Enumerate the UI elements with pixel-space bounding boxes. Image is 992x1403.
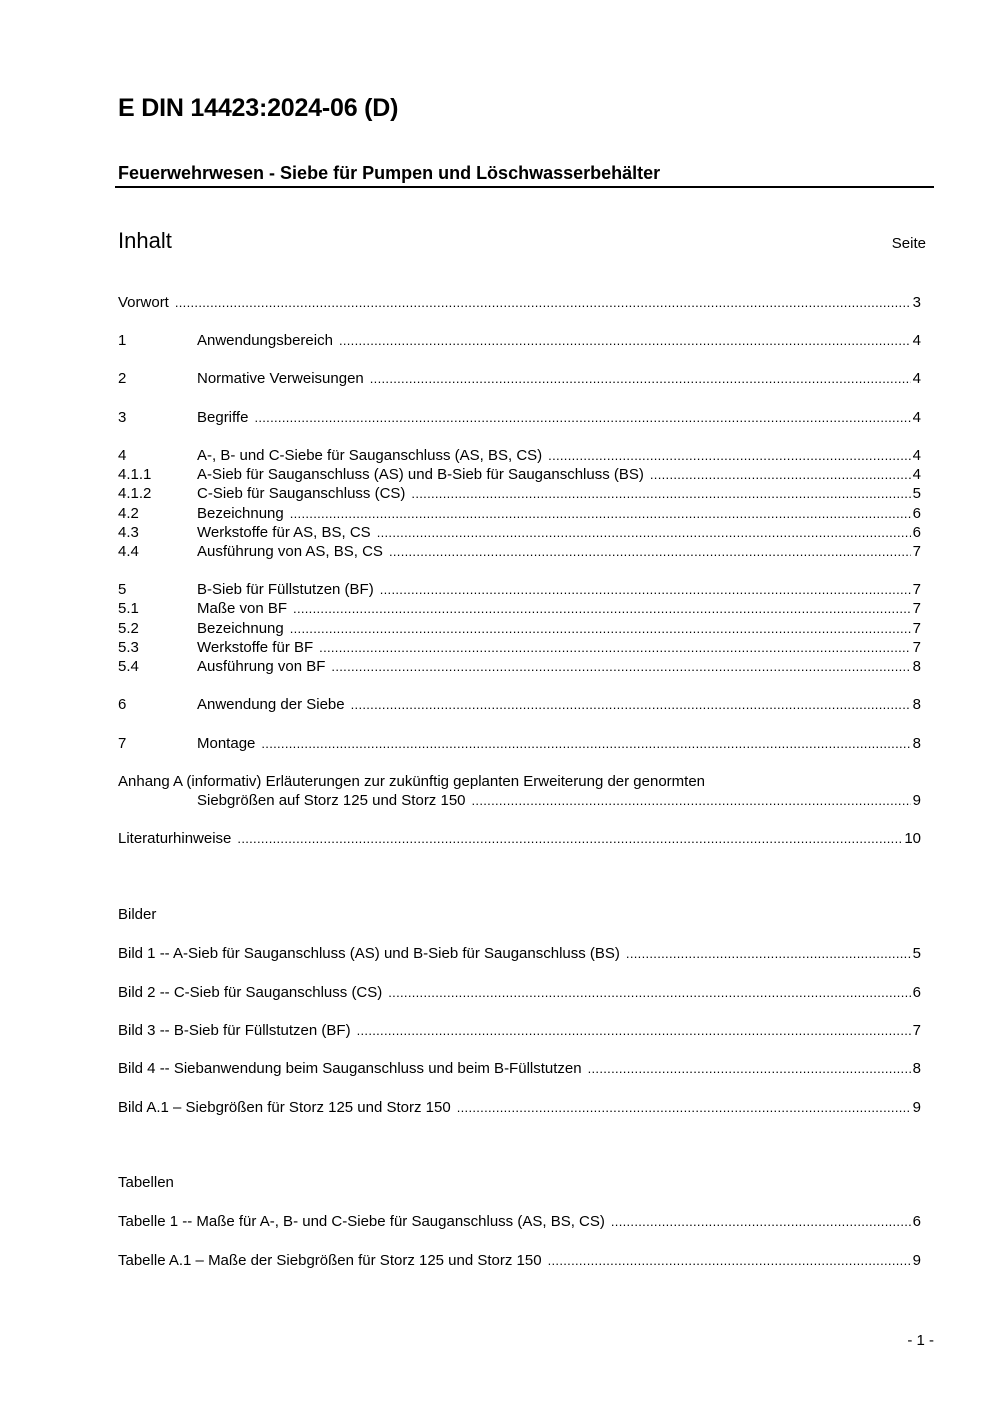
figure-entry[interactable] — [118, 1098, 921, 1117]
toc-entry[interactable] — [118, 580, 921, 599]
toc-entry-number: 5.4 — [118, 658, 139, 675]
toc-entry-number: 3 — [118, 409, 127, 426]
toc-entry-text: Tabelle 1 -- Maße für A-, B- und C-Siebe für Sauganschluss (AS, BS, CS) — [118, 1213, 605, 1230]
toc-leader — [380, 580, 911, 599]
toc-leader — [319, 638, 911, 657]
toc-entry-page: 7 — [912, 620, 921, 637]
toc-leader — [388, 983, 910, 1002]
toc-entry-page: 7 — [912, 543, 921, 560]
toc-leader — [357, 1021, 911, 1040]
toc-entry-page: 4 — [912, 409, 921, 426]
toc-entry-vorwort[interactable] — [118, 293, 921, 312]
toc-leader — [457, 1098, 911, 1117]
toc-entry[interactable] — [118, 504, 921, 523]
toc-entry-page: 4 — [912, 466, 921, 483]
toc-leader — [626, 944, 911, 963]
toc-entry-number: 2 — [118, 370, 127, 387]
toc-leader — [377, 523, 911, 542]
toc-leader — [548, 1251, 911, 1270]
toc-entry-number: 4.4 — [118, 543, 139, 560]
toc-annex[interactable] — [118, 791, 921, 810]
toc-leader — [237, 829, 902, 848]
toc-entry-text: Bild 2 -- C-Sieb für Sauganschluss (CS) — [118, 984, 383, 1001]
toc-entry-text: Bild 4 -- Siebanwendung beim Sauganschluss und beim B-Füllstutzen — [118, 1060, 582, 1077]
toc-entry[interactable] — [118, 331, 921, 350]
toc-leader — [290, 619, 911, 638]
toc-leader — [290, 504, 911, 523]
toc-entry-page: 5 — [912, 945, 921, 962]
figure-entry[interactable] — [118, 944, 921, 963]
toc-entry-number: 6 — [118, 696, 127, 713]
toc-entry-number: 4.3 — [118, 524, 139, 541]
toc-entry-text: Bezeichnung — [197, 505, 284, 522]
toc-entry-text: Bild A.1 – Siebgrößen für Storz 125 und Storz 150 — [118, 1099, 451, 1116]
toc-entry[interactable] — [118, 619, 921, 638]
toc-entry-page: 8 — [912, 1060, 921, 1077]
toc-entry-text: Maße von BF — [197, 600, 288, 617]
toc-entry-page: 8 — [912, 735, 921, 752]
toc-leader — [351, 695, 911, 714]
toc-entry-page: 7 — [912, 581, 921, 598]
title-underline — [115, 186, 934, 188]
document-number: E DIN 14423:2024-06 (D) — [118, 94, 399, 122]
toc-entry-text: A-, B- und C-Siebe für Sauganschluss (AS, BS, CS) — [197, 447, 543, 464]
toc-entry-page: 5 — [912, 485, 921, 502]
toc-annex-line2: Siebgrößen auf Storz 125 und Storz 150 — [197, 792, 466, 809]
toc-entry-text: Anwendung der Siebe — [197, 696, 345, 713]
toc-leader — [650, 465, 911, 484]
toc-leader — [611, 1212, 911, 1231]
toc-entry-page: 6 — [912, 524, 921, 541]
toc-entry-page: 6 — [912, 1213, 921, 1230]
toc-leader — [254, 408, 910, 427]
toc-entry-text: Literaturhinweise — [118, 830, 232, 847]
toc-entry[interactable] — [118, 484, 921, 503]
toc-entry-text: Anwendungsbereich — [197, 332, 333, 349]
toc-entry-page: 8 — [912, 658, 921, 675]
figure-entry[interactable] — [118, 983, 921, 1002]
figure-entry[interactable] — [118, 1059, 921, 1078]
toc-entry-text: Bild 1 -- A-Sieb für Sauganschluss (AS) und B-Sieb für Sauganschluss (BS) — [118, 945, 620, 962]
toc-entry-number: 4.1.2 — [118, 485, 152, 502]
toc-entry-number: 1 — [118, 332, 127, 349]
toc-leader — [472, 791, 911, 810]
toc-entry-text: Tabelle A.1 – Maße der Siebgrößen für Storz 125 und Storz 150 — [118, 1252, 542, 1269]
toc-entry-number: 4 — [118, 447, 127, 464]
tables-heading: Tabellen — [118, 1174, 174, 1191]
toc-entry-number: 5.3 — [118, 639, 139, 656]
toc-entry-number: 5 — [118, 581, 127, 598]
figures-heading: Bilder — [118, 906, 157, 923]
toc-entry-number: 5.1 — [118, 600, 139, 617]
toc-annex-line1[interactable]: Anhang A (informativ) Erläuterungen zur zukünftig geplanten Erweiterung der genormten — [118, 773, 706, 790]
toc-entry-text: Bild 3 -- B-Sieb für Füllstutzen (BF) — [118, 1022, 351, 1039]
toc-entry[interactable] — [118, 638, 921, 657]
toc-entry-number: 4.1.1 — [118, 466, 152, 483]
toc-entry-text: B-Sieb für Füllstutzen (BF) — [197, 581, 374, 598]
figure-entry[interactable] — [118, 1021, 921, 1040]
table-entry[interactable] — [118, 1212, 921, 1231]
toc-entry-text: Bezeichnung — [197, 620, 284, 637]
toc-entry-number: 5.2 — [118, 620, 139, 637]
toc-entry-text: C-Sieb für Sauganschluss (CS) — [197, 485, 406, 502]
toc-leader — [370, 369, 911, 388]
document-title: Feuerwehrwesen - Siebe für Pumpen und Löschwasserbehälter — [118, 163, 661, 183]
toc-leader — [588, 1059, 911, 1078]
toc-leader — [175, 293, 911, 312]
toc-entry[interactable] — [118, 542, 921, 561]
toc-leader — [339, 331, 911, 350]
toc-entry-page: 6 — [912, 984, 921, 1001]
toc-leader — [331, 657, 910, 676]
toc-leader — [548, 446, 911, 465]
toc-entry-page: 7 — [912, 1022, 921, 1039]
toc-entry-text: Vorwort — [118, 294, 169, 311]
toc-entry[interactable] — [118, 369, 921, 388]
toc-entry-text: Ausführung von AS, BS, CS — [197, 543, 383, 560]
toc-leader — [411, 484, 910, 503]
toc-entry-text: Montage — [197, 735, 256, 752]
toc-entry-page: 4 — [912, 447, 921, 464]
toc-entry[interactable] — [118, 523, 921, 542]
toc-entry-page: 7 — [912, 600, 921, 617]
toc-entry-text: Werkstoffe für BF — [197, 639, 314, 656]
toc-entry[interactable] — [118, 695, 921, 714]
toc-entry[interactable] — [118, 599, 921, 618]
toc-heading: Inhalt — [118, 228, 172, 253]
toc-entry-text: Normative Verweisungen — [197, 370, 364, 387]
toc-entry[interactable] — [118, 465, 921, 484]
toc-entry-page: 9 — [912, 1099, 921, 1116]
toc-entry-text: Ausführung von BF — [197, 658, 326, 675]
page-number: - 1 - — [907, 1332, 934, 1349]
toc-entry-page: 4 — [912, 370, 921, 387]
toc-entry-number: 7 — [118, 735, 127, 752]
toc-entry-page: 9 — [912, 792, 921, 809]
toc-entry-page: 9 — [912, 1252, 921, 1269]
table-entry[interactable] — [118, 1251, 921, 1270]
toc-entry-page: 6 — [912, 505, 921, 522]
toc-entry[interactable] — [118, 446, 921, 465]
toc-entry-page: 4 — [912, 332, 921, 349]
toc-entry[interactable] — [118, 657, 921, 676]
toc-page-label: Seite — [891, 235, 926, 252]
toc-entry-page: 10 — [904, 830, 921, 847]
toc-entry-text: Begriffe — [197, 409, 249, 426]
toc-leader — [389, 542, 911, 561]
toc-leader — [293, 599, 911, 618]
toc-entry[interactable] — [118, 734, 921, 753]
toc-entry[interactable] — [118, 408, 921, 427]
toc-entry-number: 4.2 — [118, 505, 139, 522]
toc-entry-page: 3 — [912, 294, 921, 311]
toc-entry-text: A-Sieb für Sauganschluss (AS) und B-Sieb für Sauganschluss (BS) — [197, 466, 644, 483]
toc-entry-literature[interactable] — [118, 829, 921, 848]
toc-entry-page: 8 — [912, 696, 921, 713]
toc-entry-text: Werkstoffe für AS, BS, CS — [197, 524, 371, 541]
toc-entry-page: 7 — [912, 639, 921, 656]
toc-leader — [261, 734, 910, 753]
